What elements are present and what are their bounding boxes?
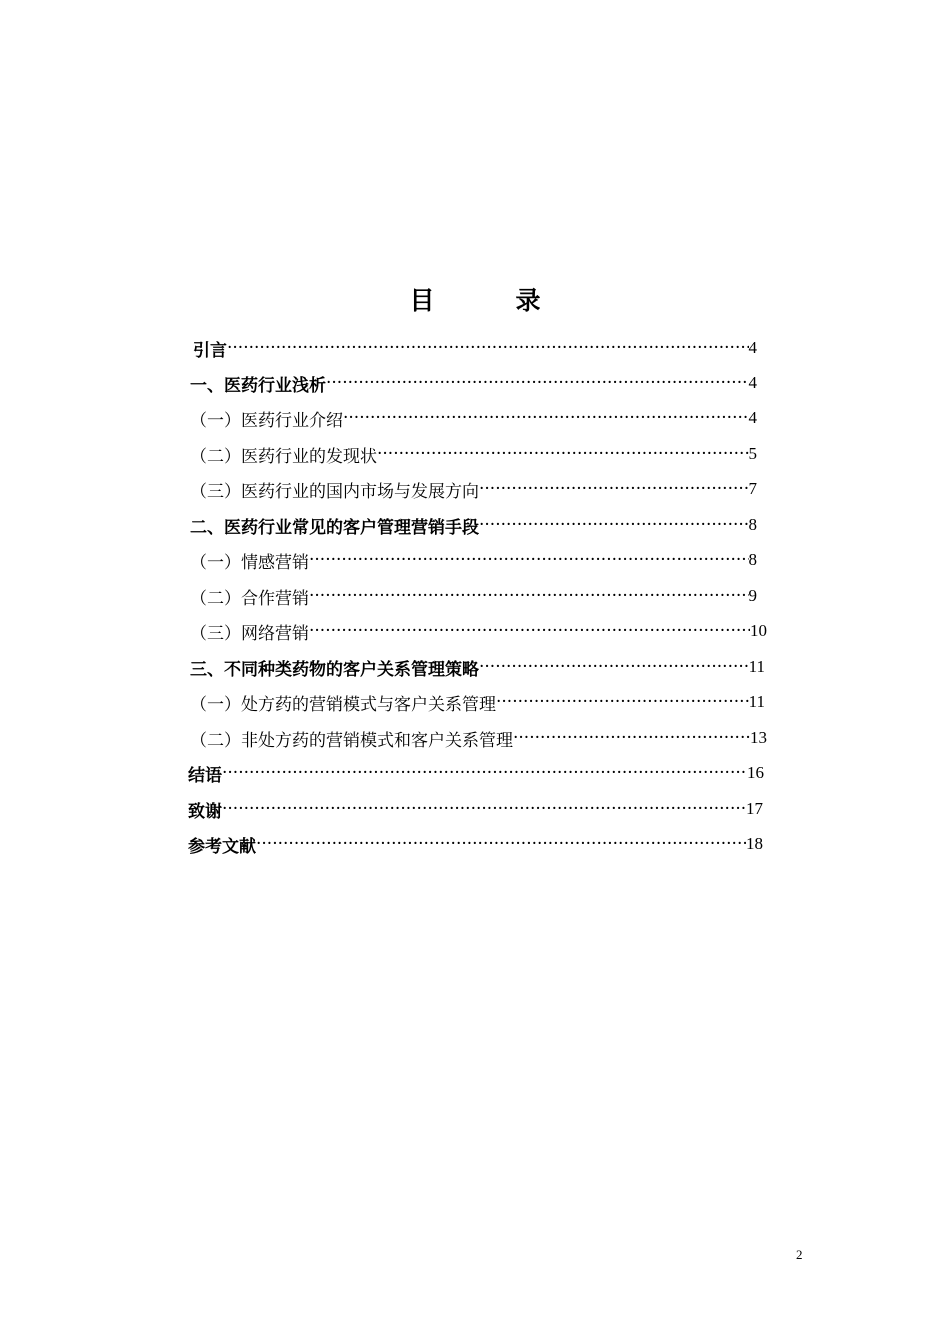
toc-entry-page: 18 [746,834,763,853]
toc-entry-chapter-2[interactable] [190,510,757,540]
toc-dot-leader [479,652,749,682]
toc-entry-section-2-1[interactable] [190,545,757,575]
toc-dot-leader [377,439,749,469]
toc-entry-section-3-2[interactable] [190,723,767,753]
toc-entry-section-1-3[interactable] [190,474,757,504]
toc-entry-label: （三）医药行业的国内市场与发展方向 [190,481,479,502]
toc-dot-leader [343,403,749,433]
toc-entry-section-3-1[interactable] [190,687,765,717]
toc-entry-page: 8 [748,550,757,569]
toc-entry-page: 9 [748,586,757,605]
toc-dot-leader [496,687,749,717]
toc-dot-leader [326,368,749,398]
toc-dot-leader [513,723,750,753]
toc-entry-chapter-3[interactable] [190,652,765,682]
toc-dot-leader [222,758,747,788]
toc-dot-leader [227,333,749,363]
toc-entry-page: 10 [750,621,767,640]
toc-entry-page: 7 [748,479,757,498]
toc-entry-label: （三）网络营销 [190,623,309,644]
toc-entry-page: 5 [748,444,757,463]
toc-dot-leader [256,829,746,859]
toc-entry-label: 二、医药行业常见的客户管理营销手段 [190,517,479,538]
toc-entry-label: （一）医药行业介绍 [190,410,343,431]
toc-entry-label: （二）医药行业的发现状 [190,446,377,467]
toc-entry-acknowledgements[interactable] [188,794,763,824]
toc-entry-page: 4 [748,408,757,427]
toc-entry-label: （二）非处方药的营销模式和客户关系管理 [190,730,513,751]
toc-entry-page: 4 [748,338,757,357]
toc-entry-section-1-1[interactable] [190,403,757,433]
toc-entry-page: 8 [748,515,757,534]
toc-entry-section-1-2[interactable] [190,439,757,469]
toc-entry-label: 参考文献 [188,836,256,857]
toc-dot-leader [222,794,746,824]
toc-entry-conclusion[interactable] [188,758,764,788]
toc-dot-leader [479,474,749,504]
toc-dot-leader [309,545,749,575]
toc-entry-label: 引言 [193,340,227,361]
toc-dot-leader [309,581,749,611]
toc-entry-label: （二）合作营销 [190,588,309,609]
toc-entry-label: 致谢 [188,801,222,822]
page-title: 目 录 [409,286,569,315]
toc-dot-leader [479,510,749,540]
toc-entry-page: 16 [747,763,764,782]
toc-entry-page: 11 [748,657,765,676]
toc-entry-page: 11 [748,692,765,711]
toc-entry-page: 17 [746,799,763,818]
toc-entry-section-2-3[interactable] [190,616,767,646]
toc-entry-page: 13 [750,728,767,747]
toc-entry-label: （一）情感营销 [190,552,309,573]
page-number: 2 [796,1247,803,1262]
toc-entry-label: 结语 [188,765,222,786]
toc-entry-label: 一、医药行业浅析 [190,375,326,396]
toc-entry-page: 4 [748,373,757,392]
toc-entry-label: 三、不同种类药物的客户关系管理策略 [190,659,479,680]
toc-entry-references[interactable] [188,829,763,859]
toc-entry-introduction[interactable] [193,333,757,363]
toc-entry-chapter-1[interactable] [190,368,757,398]
toc-dot-leader [309,616,750,646]
toc-entry-section-2-2[interactable] [190,581,757,611]
toc-entry-label: （一）处方药的营销模式与客户关系管理 [190,694,496,715]
